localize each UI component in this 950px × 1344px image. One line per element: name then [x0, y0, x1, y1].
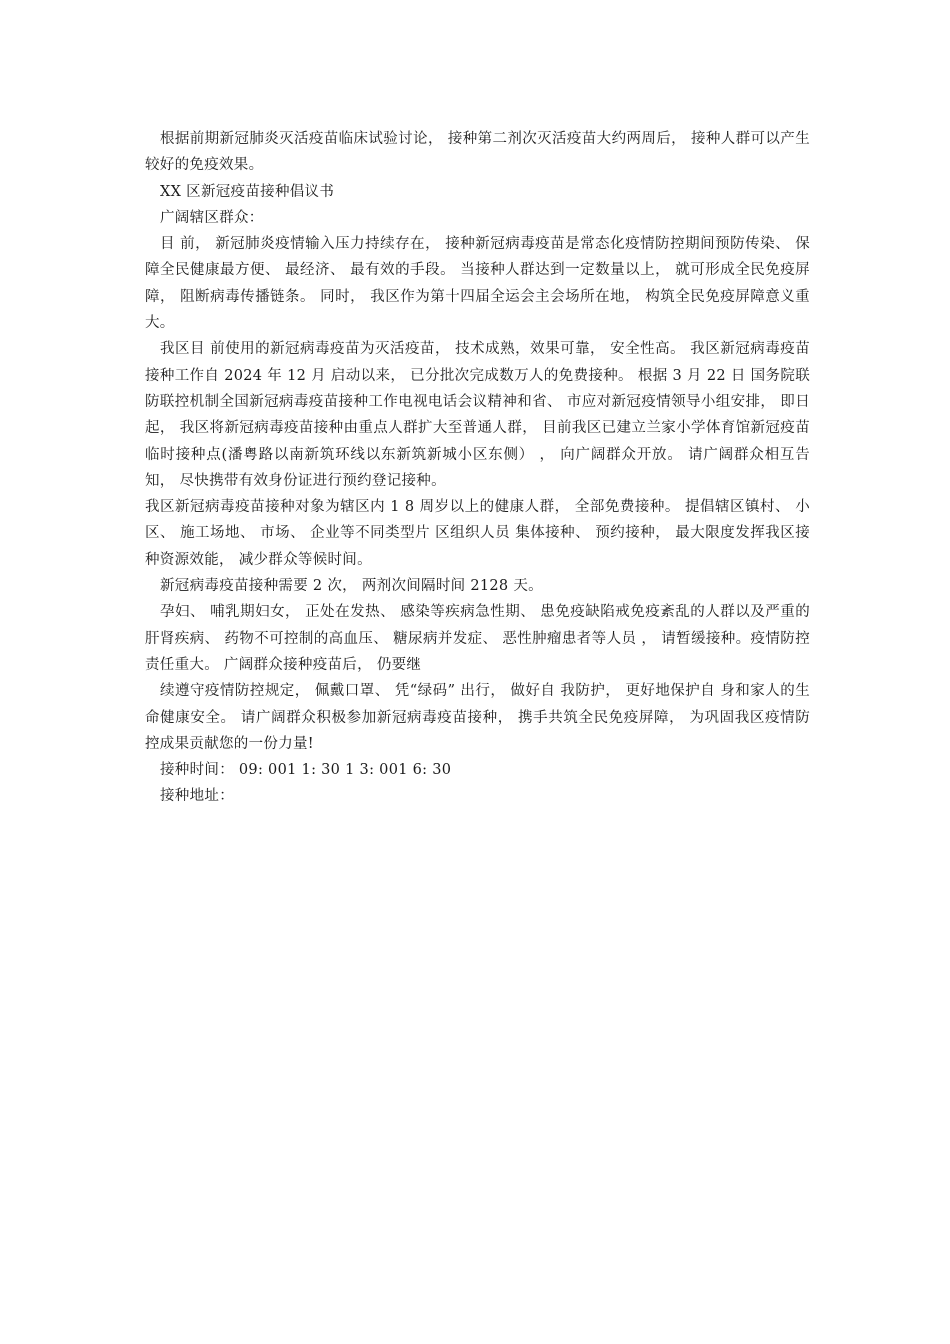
salutation: 广阔辖区群众： [160, 209, 264, 226]
vaccination-time: 接种时间： 09: 001 1: 30 1 3: 001 6: 30 [160, 762, 452, 779]
vaccination-address: 接种地址： [160, 788, 234, 805]
document-title: XX 区新冠疫苗接种倡议书 [160, 183, 335, 200]
paragraph-dose-schedule: 新冠病毒疫苗接种需要 2 次， 两剂次间隔时间 2128 天。 [160, 578, 543, 595]
paragraph-trial-results: 根据前期新冠肺炎灭活疫苗临床试验讨论， 接种第二剂次灭活疫苗大约两周后， 接种人群可以产生较好的免疫效果。 [145, 131, 810, 174]
paragraph-current-situation: 目 前， 新冠肺炎疫情输入压力持续存在， 接种新冠病毒疫苗是常态化疫情防控期间预防传染、 保障全民健康最方便、 最经济、 最有效的手段。 当接种人群达到一定数量以上， 就可形成全民免疫屏障， 阻断病毒传播链条。 同时， 我区作为第十四届全运会主会场所在地， 构筑全民免疫屏障意义重大。 [145, 236, 810, 332]
document-body [145, 126, 810, 810]
paragraph-contraindications: 孕妇、 哺乳期妇女， 正处在发热、 感染等疾病急性期、 患免疫缺陷戒免疫紊乱的人群以及严重的肝肾疾病、 药物不可控制的高血压、 糖尿病并发症、 恶性肿瘤患者等人员 ， 请暂缓接种。疫情防控责任重大。 广阔群众接种疫苗后， 仍要继 [145, 604, 810, 673]
paragraph-eligibility: 我区新冠病毒疫苗接种对象为辖区内 1 8 周岁以上的健康人群， 全部免费接种。 提倡辖区镇村、 小区、 施工场地、 市场、 企业等不同类型片 区组织人员 集体接种、 预约接种， 最大限度发挥我区接种资源效能， 减少群众等候时间。 [145, 499, 810, 568]
paragraph-call-to-action: 续遵守疫情防控规定， 佩戴口罩、 凭“绿码” 出行， 做好自 我防护， 更好地保护自 身和家人的生命健康安全。 请广阔群众积极参加新冠病毒疫苗接种， 携手共筑全民免疫屏障， 为巩固我区疫情防控成果贡献您的一份力量! [145, 683, 810, 752]
paragraph-vaccine-status: 我区目 前使用的新冠病毒疫苗为灭活疫苗， 技术成熟，效果可靠， 安全性高。 我区新冠病毒疫苗接种工作自 2024 年 12 月 启动以来， 已分批次完成数万人的免费接种。 根据 3 月 22 日 国务院联防联控机制全国新冠病毒疫苗接种工作电视电话会议精神和省、 市应对新冠疫情领导小组安排， 即日 起， 我区将新冠病毒疫苗接种由重点人群扩大至普通人群， 目前我区已建立兰家小学体育馆新冠疫苗临时接种点(潘粤路以南新筑环线以东新筑新城小区东侧） ， 向广阔群众开放。 请广阔群众相互告知， 尽快携带有效身份证进行预约登记接种。 [145, 341, 810, 489]
